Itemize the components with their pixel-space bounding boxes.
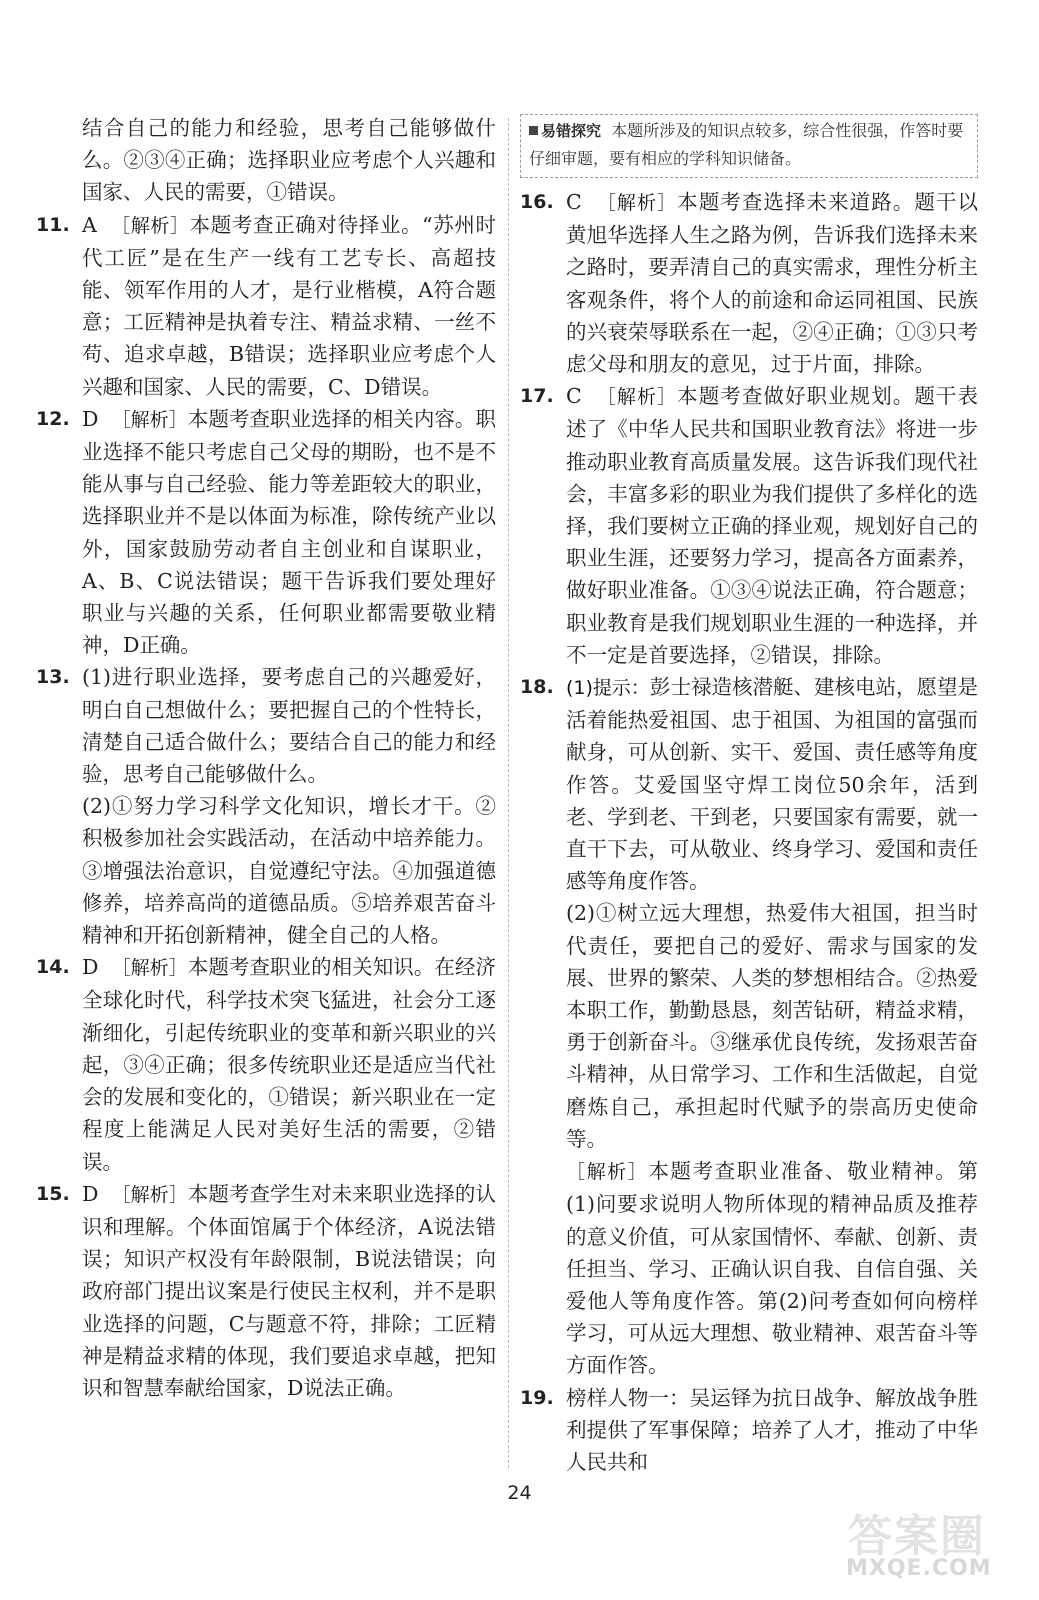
answer-10-continuation: 结合自己的能力和经验，思考自己能够做什么。②③④正确；选择职业应考虑个人兴趣和国家、人民的需要，①错误。	[82, 116, 496, 205]
answer-choice: D	[82, 1181, 99, 1206]
analysis-tag: ［解析］	[566, 1161, 649, 1184]
analysis-text: 本题考查职业选择的相关内容。职业选择不能只考虑自己父母的期盼，也不是不能从事与自己经验、能力等差距较大的职业，选择职业并不是以体面为标准，除传统产业以外，国家鼓励劳动者自主创业和自谋职业，A、B、C说法错误；题干告诉我们要处理好职业与兴趣的关系，任何职业都需要敬业精神，D正确。	[82, 406, 496, 658]
answer-16	[520, 186, 978, 380]
answer-number: 19.	[520, 1386, 554, 1409]
answer-number: 14.	[36, 956, 70, 979]
analysis-text: 本题考查学生对未来职业选择的认识和理解。个体面馆属于个体经济，A说法错误；知识产权没有年龄限制，B说法错误；向政府部门提出议案是行使民主权利，并不是职业选择的问题，C与题意不符，排除；工匠精神是精益求精的体现，我们要追求卓越，把知识和智慧奉献给国家，D说法正确。	[82, 1181, 496, 1400]
right-column	[520, 112, 978, 1478]
answer-choice: D	[82, 955, 99, 980]
analysis-tag: ［解析］	[111, 408, 188, 431]
analysis-tag: ［解析］	[111, 214, 190, 237]
analysis-tag: ［解析］	[111, 957, 188, 980]
analysis-tag: ［解析］	[111, 1183, 188, 1206]
answer-text: 榜样人物一：吴运铎为抗日战争、解放战争胜利提供了军事保障；培养了人才，推动了中华人民共和	[566, 1385, 978, 1474]
answer-part-1: (1)进行职业选择，要考虑自己的兴趣爱好，明白自己想做什么；要把握自己的个性特长，清楚自己适合做什么；要结合自己的能力和经验，思考自己能够做什么。	[82, 665, 496, 787]
answer-number: 18.	[520, 676, 554, 699]
analysis-text: 本题考查职业的相关知识。在经济全球化时代，科学技术突飞猛进，社会分工逐渐细化，引起传统职业的变革和新兴职业的兴起，③④正确；很多传统职业还是适应当代社会的发展和变化的，①错误；新兴职业在一定程度上能满足人民对美好生活的需要，②错误。	[82, 955, 496, 1174]
analysis-text: 本题考查正确对待择业。“苏州时代工匠”是在生产一线有工艺专长、高超技能、领军作用的人才，是行业楷模，A符合题意；工匠精神是执着专注、精益求精、一丝不苟、追求卓越，B错误；选择职业应考虑个人兴趣和国家、人民的需要，C、D错误。	[82, 212, 496, 399]
analysis-text: 本题考查选择未来道路。题干以黄旭华选择人生之路为例，告诉我们选择未来之路时，要弄清自己的真实需求，理性分析主客观条件，将个人的前途和命运同祖国、民族的兴衰荣辱联系在一起，②④正确；①③只考虑父母和朋友的意见，过于片面，排除。	[566, 190, 978, 377]
page-number: 24	[507, 1482, 532, 1504]
answer-17	[520, 380, 978, 671]
hint-label: (1)提示：	[566, 677, 650, 700]
answer-number: 17.	[520, 385, 554, 408]
watermark-url: MXQE.COM	[846, 1556, 992, 1581]
error-prone-text: 本题所涉及的知识点较多，综合性很强，作答时要仔细审题，要有相应的学科知识储备。	[529, 121, 964, 168]
answer-12	[36, 403, 496, 662]
error-prone-label: 易错探究	[529, 122, 601, 140]
answer-number: 16.	[520, 191, 554, 213]
answer-18-analysis	[520, 1155, 978, 1381]
analysis-text: 本题考查做好职业规划。题干表述了《中华人民共和国职业教育法》将进一步推动职业教育高质量发展。这告诉我们现代社会，丰富多彩的职业为我们提供了多样化的选择，我们要树立正确的择业观，规划好自己的职业生涯，还要努力学习，提高各方面素养，做好职业准备。①③④说法正确，符合题意；职业教育是我们规划职业生涯的一种选择，并不一定是首要选择，②错误，排除。	[566, 384, 978, 667]
analysis-tag: ［解析］	[596, 192, 678, 214]
answer-14	[36, 951, 496, 1177]
answer-18-part-2: (2)①树立远大理想，热爱伟大祖国，担当时代责任，要把自己的爱好、需求与国家的发展、世界的繁荣、人类的梦想相结合。②热爱本职工作，勤勤恳恳，刻苦钻研，精益求精，勇于创新奋斗。③继承优良传统，发扬艰苦奋斗精神，从日常学习、工作和生活做起，自觉磨炼自己，承担起时代赋予的崇高历史使命等。	[566, 901, 978, 1151]
error-prone-note	[520, 114, 978, 178]
hint-text: 彭士禄造核潜艇、建核电站，愿望是活着能热爱祖国、忠于祖国、为祖国的富强而献身，可从创新、实干、爱国、责任感等角度作答。艾爱国坚守焊工岗位50余年，活到老、学到老、干到老，只要国家有需要，就一直干下去，可从敬业、终身学习、爱国和责任感等角度作答。	[566, 675, 978, 894]
answer-number: 13.	[36, 666, 70, 689]
answer-number: 12.	[36, 407, 70, 430]
answer-choice: C	[566, 384, 582, 409]
column-divider	[508, 118, 509, 1468]
analysis-text: 本题考查职业准备、敬业精神。第(1)问要求说明人物所体现的精神品质及推荐的意义价值，可从家国情怀、奉献、创新、责任担当、学习、正确认识自我、自信自强、关爱他人等角度作答。第(2)问考查如何向榜样学习，可从远大理想、敬业精神、艰苦奋斗等方面作答。	[566, 1159, 978, 1378]
answer-15	[36, 1178, 496, 1404]
left-column	[36, 112, 496, 1404]
answer-choice: A	[82, 212, 97, 237]
answer-number: 11.	[36, 213, 70, 236]
answer-19	[520, 1382, 978, 1479]
analysis-tag: ［解析］	[596, 386, 678, 409]
answer-11	[36, 209, 496, 403]
answer-choice: C	[566, 190, 582, 214]
answer-number: 15.	[36, 1182, 70, 1205]
answer-13	[36, 661, 496, 790]
answer-choice: D	[82, 406, 99, 431]
watermark-logo: 答案圈	[848, 1511, 986, 1562]
answer-13-part-2: (2)①努力学习科学文化知识，增长才干。②积极参加社会实践活动，在活动中培养能力。③增强法治意识，自觉遵纪守法。④加强道德修养，培养高尚的道德品质。⑤培养艰苦奋斗精神和开拓创新精神，健全自己的人格。	[82, 794, 496, 948]
answer-18	[520, 671, 978, 897]
